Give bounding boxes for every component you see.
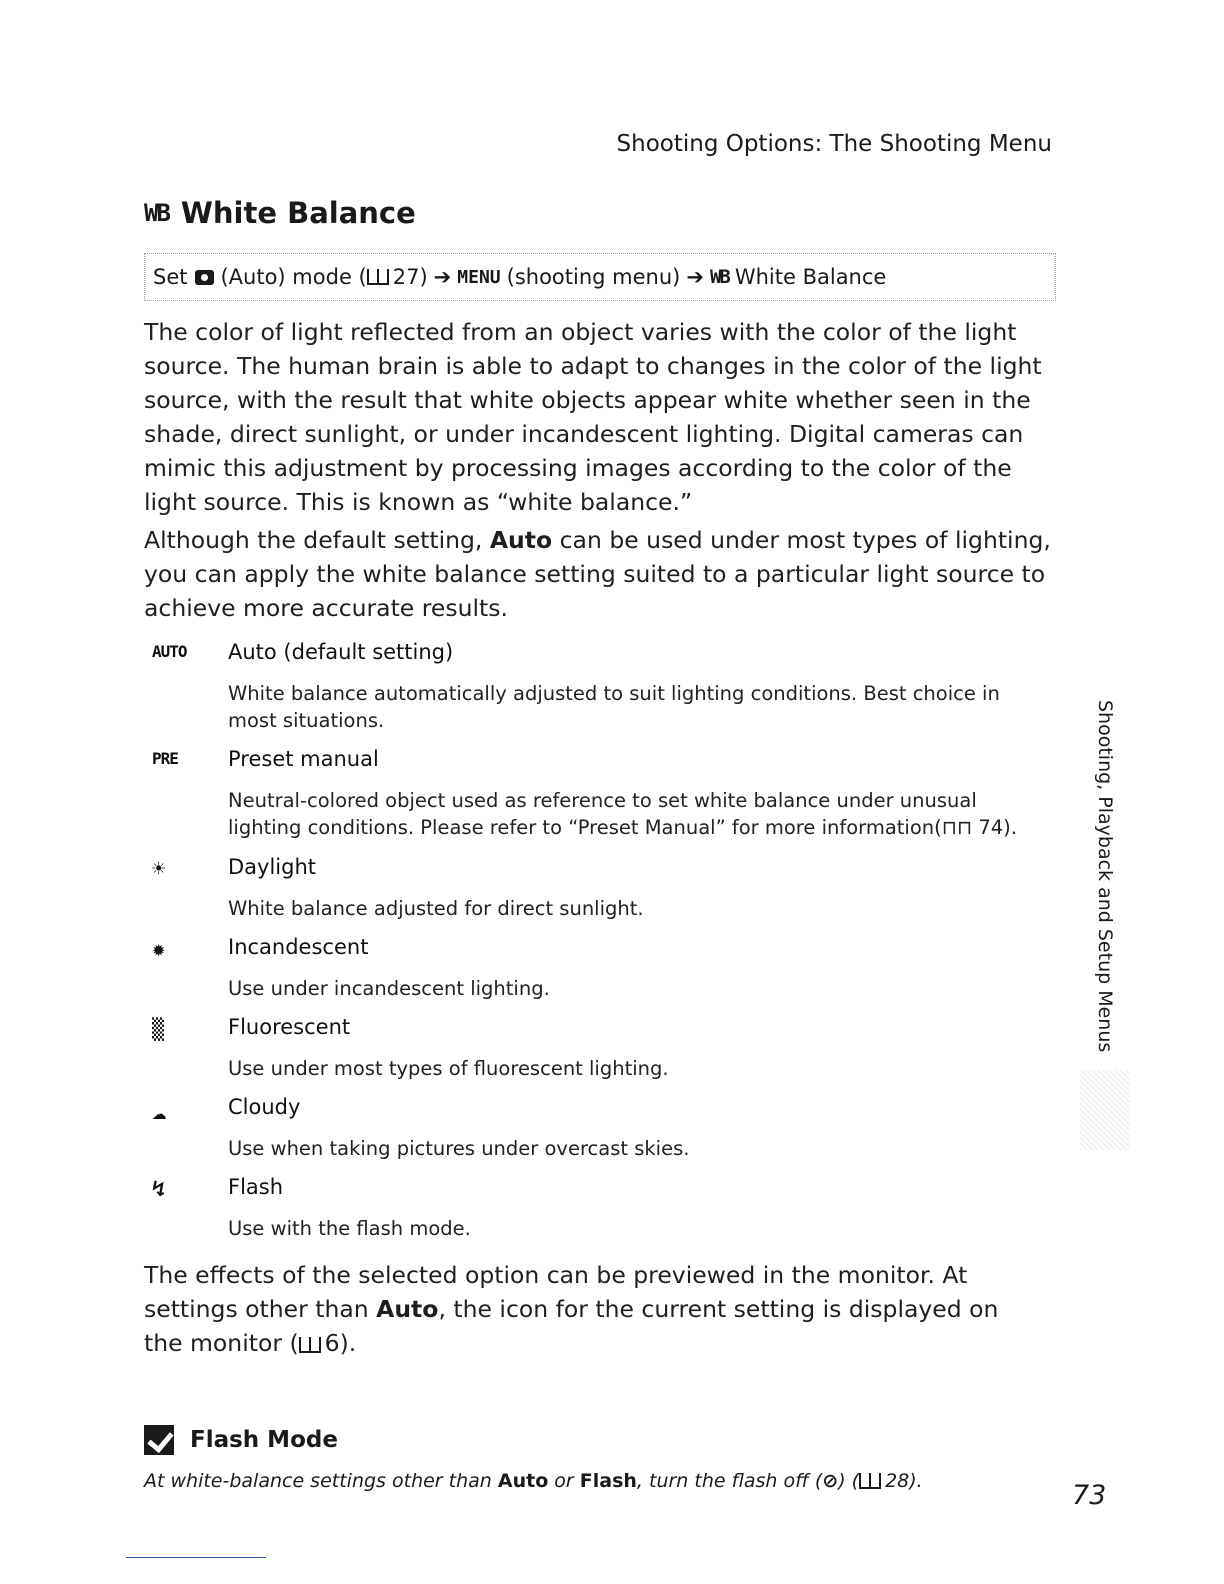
side-tab-shade (1080, 1070, 1130, 1150)
footer-rule (126, 1557, 266, 1558)
nav-ref-page: 27) (392, 265, 428, 289)
page-title (144, 196, 416, 230)
option-label: Preset manual (228, 747, 379, 771)
menu-button-icon: MENU (457, 266, 501, 288)
flash-off-icon: ⊘ (822, 1470, 839, 1492)
option-label: Cloudy (228, 1095, 301, 1119)
option-label: Fluorescent (228, 1015, 351, 1039)
option-label: Daylight (228, 855, 317, 879)
nav-shooting-menu: (shooting menu) (506, 265, 681, 289)
daylight-icon: ☀ (152, 857, 166, 882)
page-title-text: White Balance (180, 196, 416, 230)
note-heading (144, 1425, 338, 1455)
book-reference-icon (859, 1473, 881, 1489)
book-reference-icon (367, 269, 389, 285)
option-description: White balance adjusted for direct sunlight. (228, 897, 644, 920)
option-description: Use under most types of fluorescent lighting. (228, 1057, 669, 1080)
side-tab (1088, 700, 1116, 1060)
option-label: Flash (228, 1175, 284, 1199)
nav-set: Set (153, 265, 188, 289)
page-number: 73 (1072, 1480, 1107, 1511)
option-description: Use when taking pictures under overcast skies. (228, 1137, 690, 1160)
side-tab-text: Shooting, Playback and Setup Menus (1094, 700, 1116, 1053)
option-description: Use under incandescent lighting. (228, 977, 550, 1000)
arrow-icon: ➔ (433, 265, 452, 289)
auto-icon: AUTO (152, 642, 187, 661)
note-title: Flash Mode (190, 1427, 338, 1453)
menu-navigation-path (144, 253, 1056, 301)
note-body: At white-balance settings other than Auto or Flash, turn the flash off (⊘) ( 28). (144, 1470, 923, 1492)
intro-paragraph-1: The color of light reflected from an object varies with the color of the light source. The human brain is able to adapt to changes in the color of the light source, with the result that white objects appear white whether seen in the shade, direct sunlight, or under incandescent lighting. Digital cameras can mimic this adjustment by processing images according to the color of the light source. This is known as “white balance.” (144, 318, 1042, 516)
cloudy-icon: ☁ (152, 1097, 167, 1125)
nav-white-balance: White Balance (734, 265, 887, 289)
camera-icon (195, 270, 214, 285)
option-description: Neutral-colored object used as reference to set white balance under unusual lighting conditions. Please refer to “Preset Manual” for more information(⊓⊓ 74). (228, 789, 1017, 839)
option-description: White balance automatically adjusted to suit lighting conditions. Best choice in most situations. (228, 682, 1000, 732)
incandescent-icon: ✹ (152, 937, 166, 962)
book-reference-icon (299, 1337, 321, 1353)
fluorescent-icon: ▒ (152, 1017, 165, 1041)
nav-auto-mode: (Auto) mode ( (220, 265, 367, 289)
arrow-icon-2: ➔ (686, 265, 704, 289)
outro-text: The effects of the selected option can be previewed in the monitor. At settings other than Auto, the icon for the current setting is displayed on the monitor ( 6). (144, 1261, 999, 1357)
preset-manual-icon: PRE (152, 749, 178, 768)
option-description: Use with the flash mode. (228, 1217, 471, 1240)
intro-paragraph-2: Although the default setting, Auto can be used under most types of lighting, you can apply the white balance setting suited to a particular light source to achieve more accurate results. (144, 526, 1051, 622)
white-balance-icon-small: WB (709, 266, 729, 288)
option-label: Auto (default setting) (228, 640, 454, 664)
intro-text (144, 315, 1064, 629)
flash-icon: ↯ (152, 1177, 166, 1202)
white-balance-icon: WB (144, 199, 169, 227)
check-note-icon (144, 1425, 174, 1455)
running-header: Shooting Options: The Shooting Menu (616, 131, 1052, 157)
option-label: Incandescent (228, 935, 369, 959)
